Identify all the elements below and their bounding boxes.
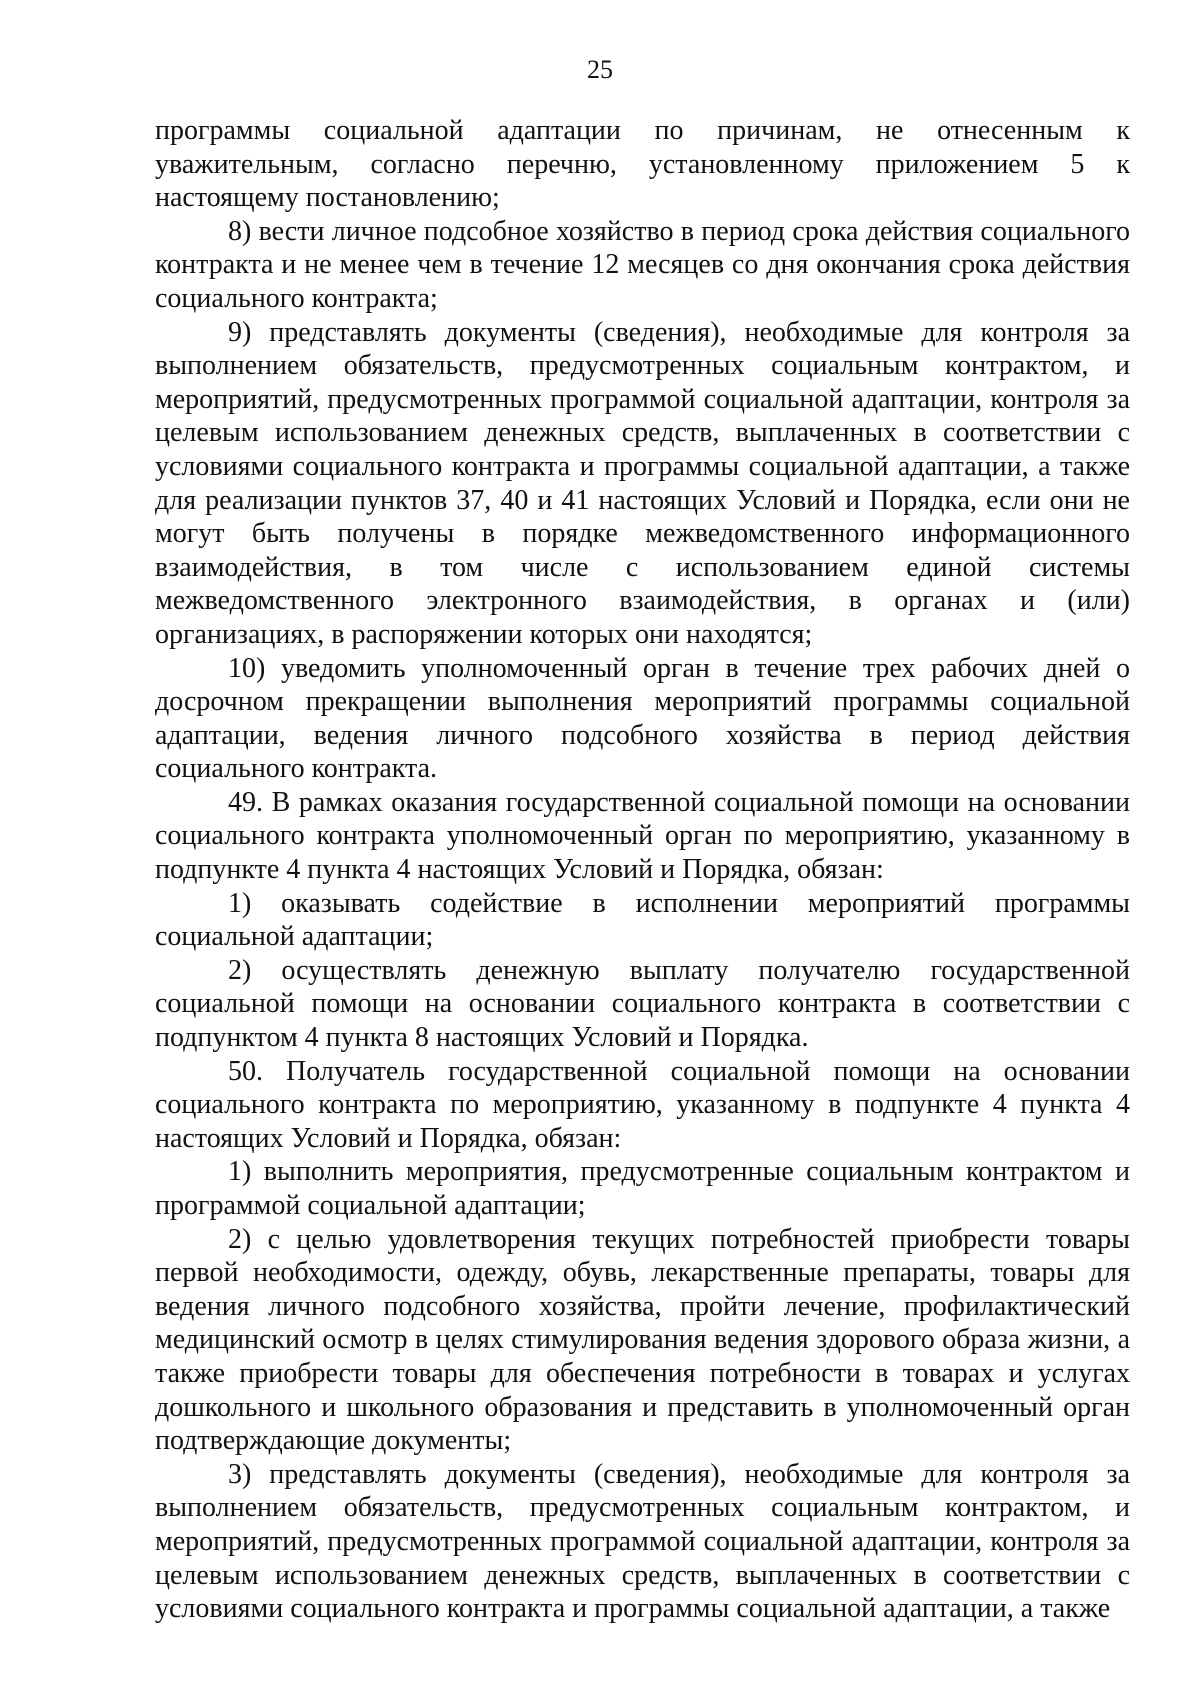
paragraph-clause-50-item-3: 3) представлять документы (сведения), необходимые для контроля за выполнением обязательств, предусмотренных социальным контрактом, и мероприятий, предусмотренных программой социальной адаптации, контроля за целевым использованием денежных средств, выплаченных в соответствии с условиями социального контракта и программы социальной адаптации, а также: [155, 1458, 1130, 1625]
document-body: [155, 114, 1130, 1626]
page-number: 25: [587, 55, 613, 84]
paragraph-clause-49-item-1: 1) оказывать содействие в исполнении мероприятий программы социальной адаптации;: [155, 887, 1130, 953]
paragraph-item-10: 10) уведомить уполномоченный орган в течение трех рабочих дней о досрочном прекращении выполнения мероприятий программы социальной адаптации, ведения личного подсобного хозяйства в период действия социального контракта.: [155, 652, 1130, 785]
paragraph-item-9: 9) представлять документы (сведения), необходимые для контроля за выполнением обязательств, предусмотренных социальным контрактом, и мероприятий, предусмотренных программой социальной адаптации, контроля за целевым использованием денежных средств, выплаченных в соответствии с условиями социального контракта и программы социальной адаптации, а также для реализации пунктов 37, 40 и 41 настоящих Условий и Порядка, если они не могут быть получены в порядке межведомственного информационного взаимодействия, в том числе с использованием единой системы межведомственного электронного взаимодействия, в органах и (или) организациях, в распоряжении которых они находятся;: [155, 316, 1130, 650]
paragraph-item-8: 8) вести личное подсобное хозяйство в период срока действия социального контракта и не менее чем в течение 12 месяцев со дня окончания срока действия социального контракта;: [155, 215, 1130, 314]
paragraph-clause-50-item-1: 1) выполнить мероприятия, предусмотренные социальным контрактом и программой социальной адаптации;: [155, 1156, 1130, 1221]
paragraph-clause-49-item-2: 2) осуществлять денежную выплату получателю государственной социальной помощи на основании социального контракта в соответствии с подпунктом 4 пункта 8 настоящих Условий и Порядка.: [155, 954, 1130, 1054]
paragraph-continuation: программы социальной адаптации по причинам, не отнесенным к уважительным, согласно перечню, установленному приложением 5 к настоящему постановлению;: [155, 115, 1130, 214]
paragraph-clause-50-item-2: 2) с целью удовлетворения текущих потребностей приобрести товары первой необходимости, одежду, обувь, лекарственные препараты, товары для ведения личного подсобного хозяйства, пройти лечение, профилактический медицинский осмотр в целях стимулирования ведения здорового образа жизни, а также приобрести товары для обеспечения потребности в товарах и услугах дошкольного и школьного образования и представить в уполномоченный орган подтверждающие документы;: [155, 1223, 1130, 1457]
paragraph-clause-50: 50. Получатель государственной социальной помощи на основании социального контракта по мероприятию, указанному в подпункте 4 пункта 4 настоящих Условий и Порядка, обязан:: [155, 1055, 1130, 1154]
paragraph-clause-49: 49. В рамках оказания государственной социальной помощи на основании социального контракта уполномоченный орган по мероприятию, указанному в подпункте 4 пункта 4 настоящих Условий и Порядка, обязан:: [155, 786, 1130, 886]
